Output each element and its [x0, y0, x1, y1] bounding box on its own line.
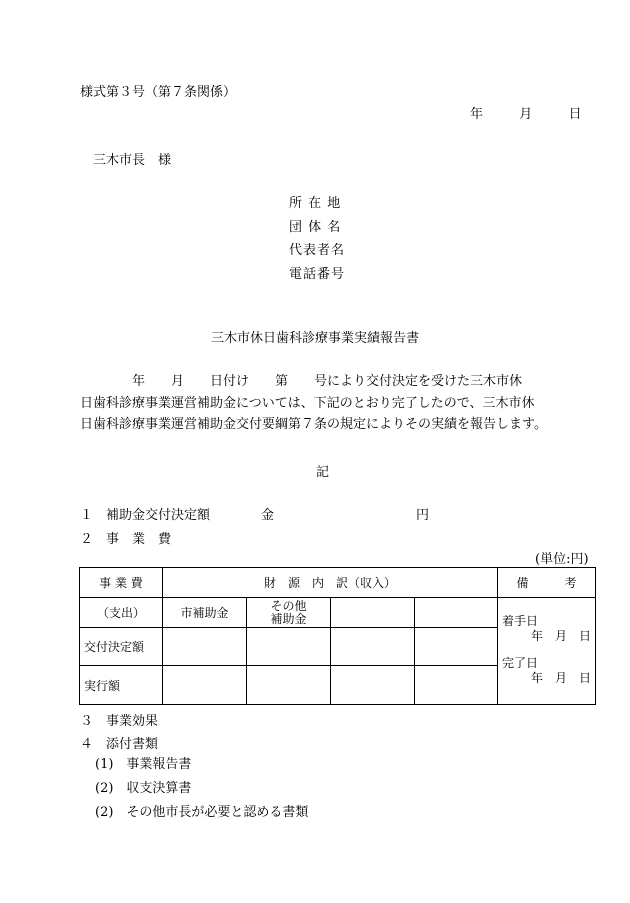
sub-expense: （支出） [80, 598, 163, 628]
blank-cell [415, 598, 498, 628]
date-line [470, 103, 582, 122]
head-expense: 事 業 費 [80, 568, 163, 598]
blank-cell [163, 666, 247, 705]
body-line: 年 月 日付け 第 号により交付決定を受けた三木市休 [80, 374, 523, 389]
row-actual-label: 実行額 [80, 666, 163, 705]
remarks-cell [498, 598, 596, 705]
attachment-item: (2) 収支決算書 [95, 781, 192, 796]
blank-cell [163, 628, 247, 666]
item-grant-amount [80, 504, 430, 523]
blank-cell [247, 666, 331, 705]
item-attachments: ４ 添付書類 [80, 737, 159, 752]
form-label: 様式第３号（第７条関係） [80, 85, 237, 100]
document-title: 三木市休日歯科診療事業実績報告書 [210, 331, 419, 346]
start-date-label: 着手日 [502, 614, 539, 628]
blank-cell [331, 666, 415, 705]
blank-cell [415, 666, 498, 705]
date-day: 日 [568, 107, 582, 122]
body-text [80, 371, 547, 436]
sub-city-grant: 市補助金 [163, 598, 247, 628]
sender-block [289, 192, 345, 286]
end-date-label: 完了日 [502, 656, 539, 670]
item-expense: ２ 事 業 費 [80, 532, 172, 547]
attachment-item: (1) 事業報告書 [95, 757, 192, 772]
body-line: 日歯科診療事業運営補助金交付要綱第７条の規定によりその実績を報告します。 [80, 417, 547, 432]
head-funds: 財 源 内 訳（収入） [163, 568, 498, 598]
addressee: 三木市長 様 [93, 153, 172, 168]
blank-cell [331, 628, 415, 666]
body-line: 日歯科診療事業運営補助金については、下記のとおり完了したので、三木市休 [80, 395, 535, 411]
sub-other-grant: その他 補助金 [247, 598, 331, 628]
sender-address-label: 所 在 地 [289, 196, 342, 211]
start-date-value: 年 月 日 [531, 629, 592, 643]
sender-phone-label: 電話番号 [289, 266, 346, 282]
date-month: 月 [519, 107, 533, 122]
kin-label: 金 [261, 508, 275, 523]
ki-heading: 記 [315, 465, 329, 480]
date-year: 年 [470, 107, 484, 122]
blank-cell [415, 628, 498, 666]
unit-label: (単位:円) [535, 552, 589, 567]
item-grant-amount-label: １ 補助金交付決定額 [80, 508, 211, 523]
blank-cell [331, 598, 415, 628]
blank-cell [247, 628, 331, 666]
attachment-list [95, 753, 308, 825]
sender-representative-label: 代表者名 [289, 243, 346, 258]
item-effect: ３ 事業効果 [80, 714, 159, 729]
attachment-item: (2) その他市長が必要と認める書類 [95, 805, 309, 820]
row-decided-label: 交付決定額 [80, 628, 163, 666]
end-date-value: 年 月 日 [531, 671, 592, 685]
sender-org-label: 団 体 名 [289, 219, 342, 235]
en-label: 円 [416, 508, 430, 523]
head-remarks: 備 考 [498, 568, 596, 598]
expense-table [79, 567, 596, 705]
